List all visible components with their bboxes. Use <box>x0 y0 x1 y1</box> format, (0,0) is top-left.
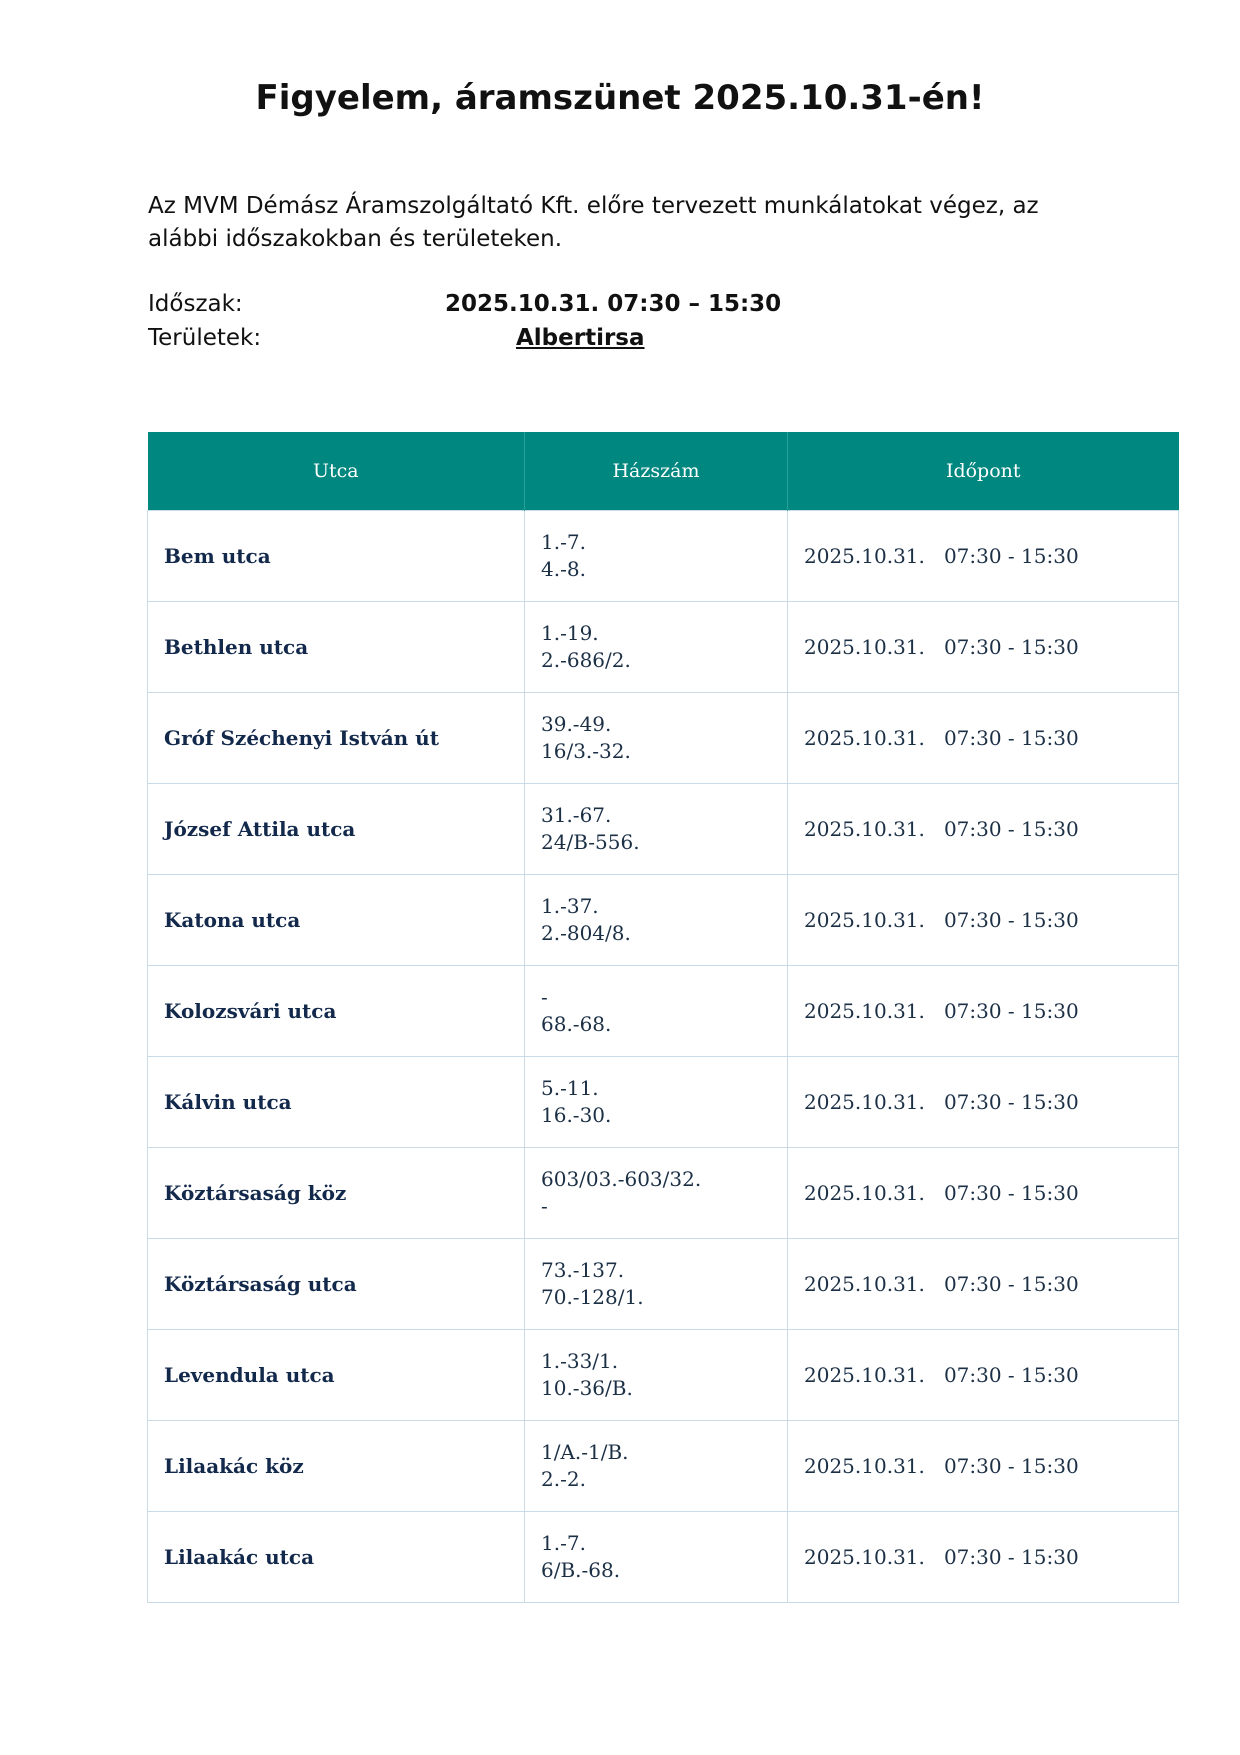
house-number-range: 1/A.-1/B. <box>541 1440 629 1464</box>
house-number-cell <box>525 1512 788 1603</box>
house-number-cell <box>525 1057 788 1148</box>
street-cell: Gróf Széchenyi István út <box>148 693 525 784</box>
house-number-range: 603/03.-603/32. <box>541 1167 702 1191</box>
house-number-range: 6/B.-68. <box>541 1558 621 1582</box>
house-number-range: 5.-11. <box>541 1076 599 1100</box>
time-cell: 2025.10.31. 07:30 - 15:30 <box>788 1239 1179 1330</box>
table-row <box>148 966 1179 1057</box>
house-number-range: 2.-804/8. <box>541 921 631 945</box>
house-number-cell <box>525 1330 788 1421</box>
table-body <box>148 511 1179 1603</box>
table-header-row <box>148 432 1179 511</box>
house-number-range: 1.-7. <box>541 530 586 554</box>
street-cell: Köztársaság utca <box>148 1239 525 1330</box>
intro-paragraph: Az MVM Démász Áramszolgáltató Kft. előre tervezett munkálatokat végez, az alábbi időszakokban és területeken. <box>148 193 1039 252</box>
street-cell: Bem utca <box>148 511 525 602</box>
house-number-cell <box>525 1239 788 1330</box>
time-cell: 2025.10.31. 07:30 - 15:30 <box>788 1421 1179 1512</box>
street-cell: Levendula utca <box>148 1330 525 1421</box>
table-row <box>148 1148 1179 1239</box>
house-number-range: 16/3.-32. <box>541 739 631 763</box>
street-cell: Kolozsvári utca <box>148 966 525 1057</box>
table-row <box>148 1330 1179 1421</box>
time-cell: 2025.10.31. 07:30 - 15:30 <box>788 966 1179 1057</box>
house-number-cell <box>525 1421 788 1512</box>
street-cell: Lilaakác utca <box>148 1512 525 1603</box>
house-number-range: 1.-19. <box>541 621 599 645</box>
table-row <box>148 1421 1179 1512</box>
house-number-range: 10.-36/B. <box>541 1376 633 1400</box>
table-row <box>148 602 1179 693</box>
time-cell: 2025.10.31. 07:30 - 15:30 <box>788 693 1179 784</box>
house-number-range: - <box>541 1194 548 1218</box>
house-number-range: 39.-49. <box>541 712 612 736</box>
time-cell: 2025.10.31. 07:30 - 15:30 <box>788 602 1179 693</box>
house-number-cell <box>525 602 788 693</box>
time-cell: 2025.10.31. 07:30 - 15:30 <box>788 511 1179 602</box>
time-cell: 2025.10.31. 07:30 - 15:30 <box>788 875 1179 966</box>
house-number-cell <box>525 511 788 602</box>
street-cell: Katona utca <box>148 875 525 966</box>
house-number-range: - <box>541 985 548 1009</box>
street-cell: Köztársaság köz <box>148 1148 525 1239</box>
table-row <box>148 693 1179 784</box>
house-number-range: 73.-137. <box>541 1258 625 1282</box>
house-number-range: 31.-67. <box>541 803 612 827</box>
table-row <box>148 1512 1179 1603</box>
house-number-range: 1.-33/1. <box>541 1349 619 1373</box>
street-cell: Lilaakác köz <box>148 1421 525 1512</box>
house-number-cell <box>525 693 788 784</box>
house-number-range: 1.-7. <box>541 1531 586 1555</box>
time-cell: 2025.10.31. 07:30 - 15:30 <box>788 1057 1179 1148</box>
page-title: Figyelem, áramszünet 2025.10.31-én! <box>255 78 985 118</box>
house-number-range: 1.-37. <box>541 894 599 918</box>
street-cell: Kálvin utca <box>148 1057 525 1148</box>
house-number-cell <box>525 1148 788 1239</box>
time-cell: 2025.10.31. 07:30 - 15:30 <box>788 784 1179 875</box>
house-number-range: 2.-2. <box>541 1467 586 1491</box>
period-label: Időszak: <box>148 291 243 317</box>
time-cell: 2025.10.31. 07:30 - 15:30 <box>788 1512 1179 1603</box>
house-number-range: 24/B-556. <box>541 830 640 854</box>
street-cell: Bethlen utca <box>148 602 525 693</box>
area-value: Albertirsa <box>516 325 645 351</box>
house-number-cell <box>525 966 788 1057</box>
house-number-cell <box>525 875 788 966</box>
house-number-range: 68.-68. <box>541 1012 612 1036</box>
time-cell: 2025.10.31. 07:30 - 15:30 <box>788 1330 1179 1421</box>
area-label: Területek: <box>148 325 262 351</box>
street-cell: József Attila utca <box>148 784 525 875</box>
house-number-range: 16.-30. <box>541 1103 612 1127</box>
table-row <box>148 1239 1179 1330</box>
house-number-range: 2.-686/2. <box>541 648 631 672</box>
house-number-cell <box>525 784 788 875</box>
outage-table <box>147 432 1179 1603</box>
header-house-number: Házszám <box>525 432 788 511</box>
table-row <box>148 511 1179 602</box>
house-number-range: 70.-128/1. <box>541 1285 644 1309</box>
period-value: 2025.10.31. 07:30 – 15:30 <box>445 291 782 317</box>
table-row <box>148 875 1179 966</box>
table-row <box>148 1057 1179 1148</box>
time-cell: 2025.10.31. 07:30 - 15:30 <box>788 1148 1179 1239</box>
header-time: Időpont <box>788 432 1179 511</box>
table-row <box>148 784 1179 875</box>
header-street: Utca <box>148 432 525 511</box>
house-number-range: 4.-8. <box>541 557 586 581</box>
